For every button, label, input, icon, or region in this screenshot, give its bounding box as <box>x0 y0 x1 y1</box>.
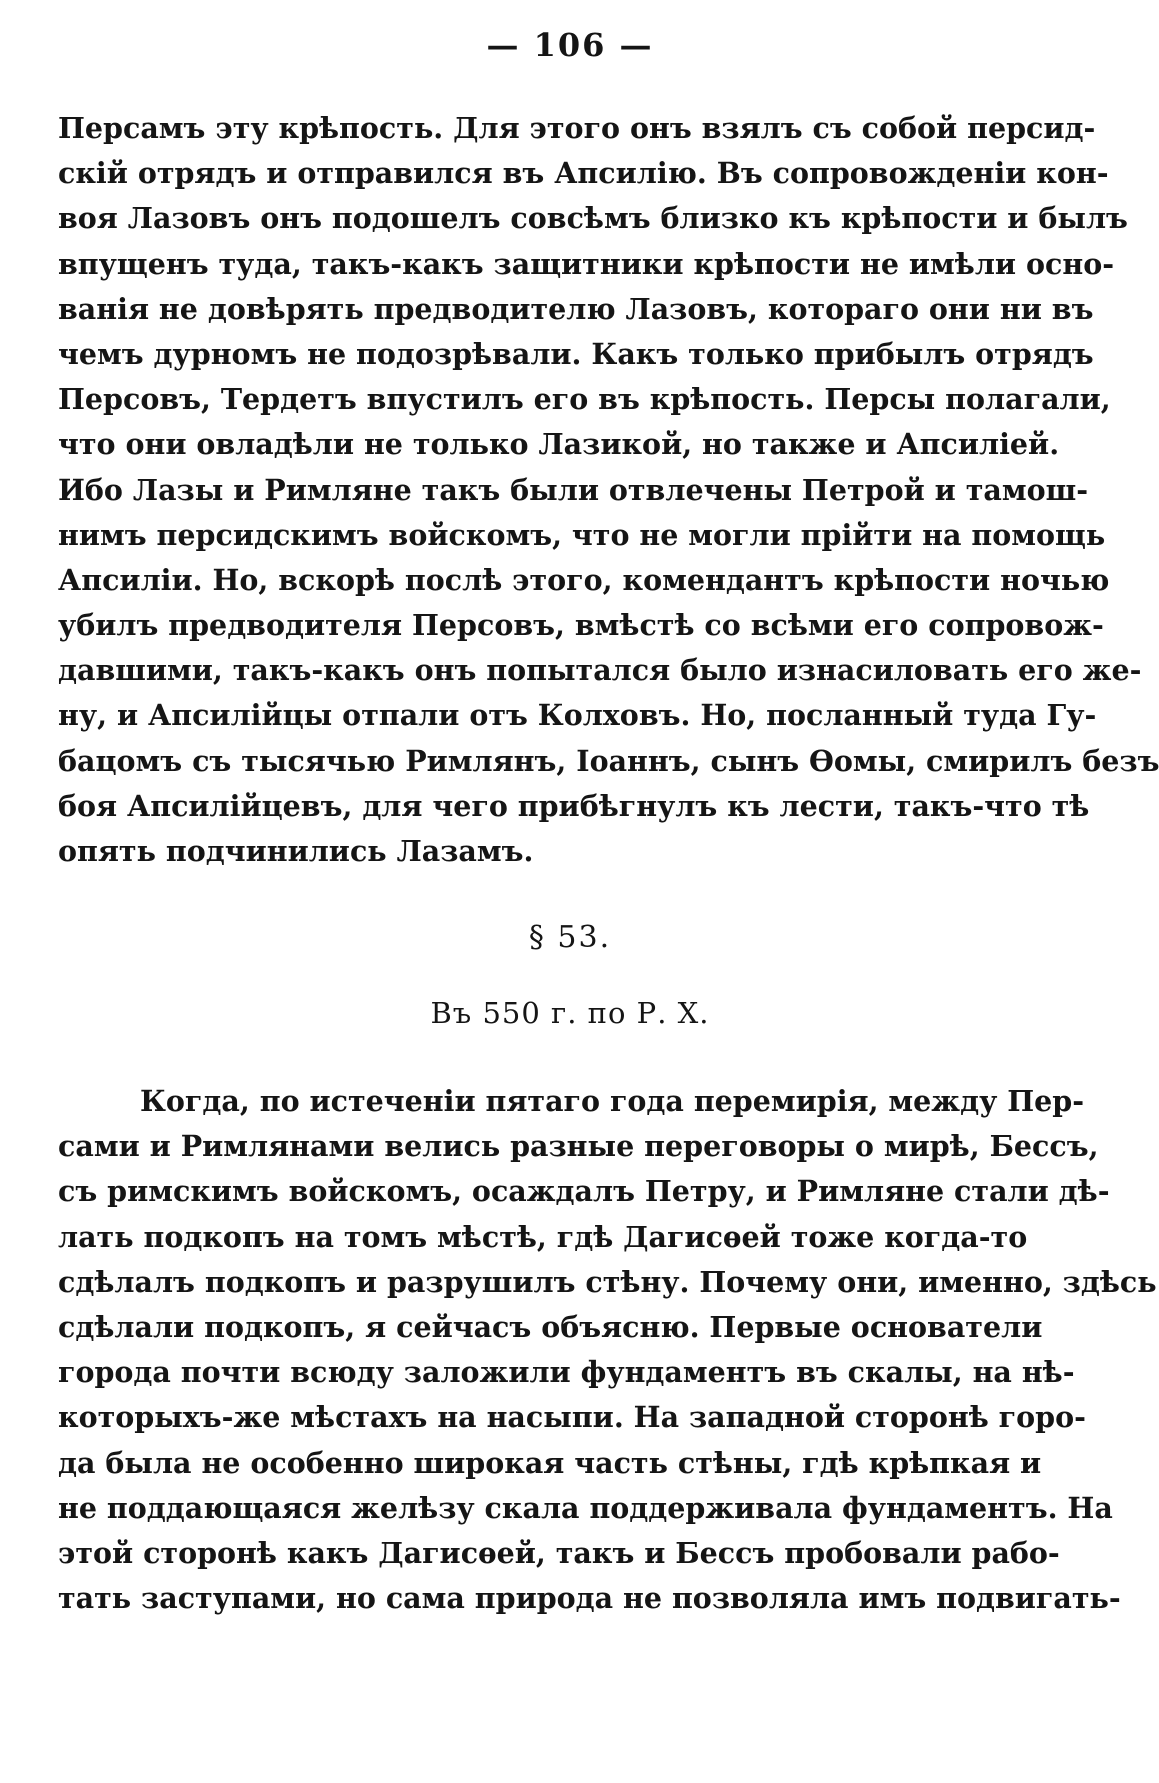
text-line: съ римскимъ войскомъ, осаждалъ Петру, и Римляне стали дѣ- <box>58 1174 1110 1209</box>
text-line: сами и Римлянами велись разные переговоры о мирѣ, Бессъ, <box>58 1129 1099 1164</box>
page-number: — 106 — <box>486 26 654 64</box>
text-line: этой сторонѣ какъ Дагисѳей, такъ и Бессъ пробовали рабо- <box>58 1535 1060 1570</box>
text-line: ванія не довѣрять предводителю Лазовъ, котораго они ни въ <box>58 291 1094 326</box>
text-line: Когда, по истеченіи пятаго года перемирія, между Пер- <box>140 1084 1085 1118</box>
text-line: опять подчинились Лазамъ. <box>58 834 534 868</box>
text-line: лать подкопъ на томъ мѣстѣ, гдѣ Дагисѳей тоже когда-то <box>58 1219 1028 1254</box>
text-line: Персамъ эту крѣпость. Для этого онъ взялъ съ собой персид- <box>58 111 1096 145</box>
paragraph-main <box>58 1079 1157 1621</box>
text-line: убилъ предводителя Персовъ, вмѣстѣ со всѣми его сопровож- <box>58 608 1104 643</box>
text-line: ну, и Апсилійцы отпали отъ Колховъ. Но, посланный туда Гу- <box>58 698 1097 733</box>
text-line: не поддающаяся желѣзу скала поддерживала фундаментъ. На <box>58 1490 1113 1525</box>
text-line: города почти всюду заложили фундаментъ въ скалы, на нѣ- <box>58 1355 1075 1390</box>
text-line: что они овладѣли не только Лазикой, но также и Апсиліей. <box>58 427 1060 462</box>
text-line: нимъ персидскимъ войскомъ, что не могли прійти на помощь <box>58 517 1106 552</box>
text-line: которыхъ-же мѣстахъ на насыпи. На западной сторонѣ горо- <box>58 1400 1086 1435</box>
text-line: сдѣлали подкопъ, я сейчасъ объясню. Первые основатели <box>58 1309 1043 1344</box>
text-line: Ибо Лазы и Римляне такъ были отвлечены Петрой и тамош- <box>58 472 1089 507</box>
text-line: скій отрядъ и отправился въ Апсилію. Въ сопровожденіи кон- <box>58 156 1109 191</box>
text-line: Апсиліи. Но, вскорѣ послѣ этого, комендантъ крѣпости ночью <box>58 562 1110 597</box>
text-line: давшими, такъ-какъ онъ попытался было изнасиловать его же- <box>58 653 1142 688</box>
text-line: чемъ дурномъ не подозрѣвали. Какъ только прибылъ отрядъ <box>58 336 1094 371</box>
text-line: впущенъ туда, такъ-какъ защитники крѣпости не имѣли осно- <box>58 246 1115 281</box>
text-line: сдѣлалъ подкопъ и разрушилъ стѣну. Почему они, именно, здѣсь <box>58 1264 1157 1299</box>
section-heading: § 53. <box>528 920 612 955</box>
text-line: бацомъ съ тысячью Римлянъ, Іоаннъ, сынъ Ѳомы, смирилъ безъ <box>58 743 1159 778</box>
text-line: да была не особенно широкая часть стѣны, гдѣ крѣпкая и <box>58 1445 1042 1480</box>
text-line: тать заступами, но сама природа не позволяла имъ подвигать- <box>58 1581 1121 1616</box>
text-line: боя Апсилійцевъ, для чего прибѣгнулъ къ лести, такъ-что тѣ <box>58 788 1090 823</box>
paragraph-continuation <box>58 106 1159 874</box>
text-line: Персовъ, Тердетъ впустилъ его въ крѣпость. Персы полагали, <box>58 382 1111 417</box>
text-line: воя Лазовъ онъ подошелъ совсѣмъ близко къ крѣпости и былъ <box>58 201 1128 236</box>
section-date: Въ 550 г. по Р. Х. <box>430 996 710 1030</box>
